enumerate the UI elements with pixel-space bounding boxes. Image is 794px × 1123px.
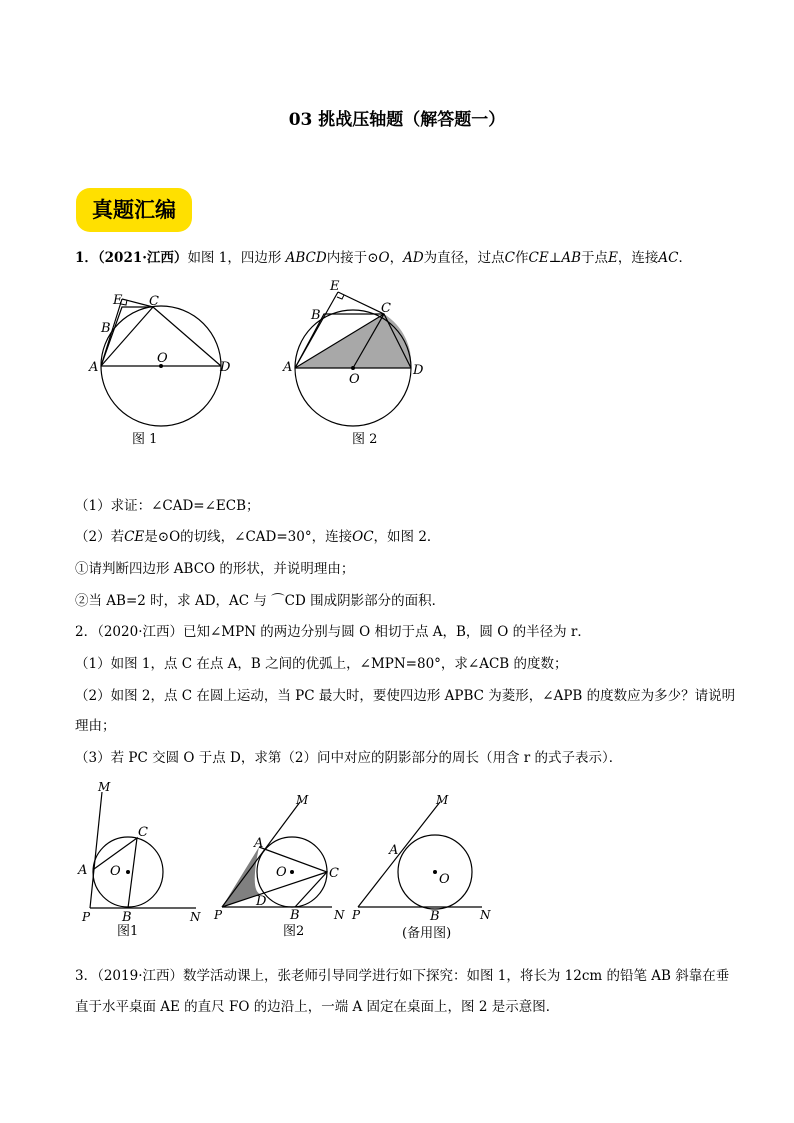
q3-stem: 3．（2019·江西）数学活动课上，张老师引导同学进行如下探究：如图 1，将长为 12cm 的铅笔 AB 斜靠在垂 [75,968,730,984]
label-c: C [149,294,159,309]
q1-figure-2 [280,278,440,448]
q1-text: C [504,250,515,266]
q2-stem: 2．（2020·江西）已知∠MPN 的两边分别与圆 O 相切于点 A，B，圆 O 的半径为 r． [75,624,591,640]
q1-source: （2021·江西） [97,250,188,266]
label-e: E [113,293,123,308]
q1-number: 1． [75,250,98,266]
label-p: P [352,908,361,922]
label-c: C [381,301,391,316]
label-a: A [389,843,399,858]
q1-text: 如图 1，四边形 [187,250,286,266]
q2-fig1-caption: 图1 [117,924,139,939]
label-b: B [101,321,111,336]
label-n: N [480,908,491,922]
label-m: M [296,793,309,807]
label-b: B [122,910,132,925]
q1-text: 内接于 [326,250,368,266]
label-o: O [439,872,450,887]
label-d: D [413,363,424,378]
q1-sub2-text: （2）若 [75,529,125,545]
label-m: M [98,780,111,794]
q1-fig1-caption: 图 1 [132,432,158,447]
q1-text: 作 [515,250,529,266]
q1-text: AD [403,250,424,266]
label-b: B [290,908,300,923]
q1-text: ． [678,250,693,266]
q1-text: ，连接 [617,250,659,266]
q1-sub2-text: OC [352,529,374,545]
label-d: D [220,360,231,375]
label-b: B [430,909,440,924]
q1-text: ， [389,250,404,266]
q2-sub2-cont: 理由； [75,718,116,734]
q1-text: 于点 [581,250,609,266]
q1-sub2-text: ，如图 2． [373,529,441,545]
label-a: A [89,360,99,375]
q2-sub3: （3）若 PC 交圆 O 于点 D，求第（2）问中对应的阴影部分的周长（用含 r 的式子表示）． [75,750,623,766]
q1-sub2-text: 是⊙O的切线，∠CAD=30°，连接 [144,529,353,545]
q1-sub2-ii: ②当 AB=2 时，求 AD，AC 与 ⌒CD 围成阴影部分的面积． [75,593,446,609]
q1-figure-1 [80,285,250,455]
center-dot [351,366,355,370]
q1-text: AC [658,250,679,266]
label-o: O [276,865,287,880]
q1-text: 为直径，过点 [423,250,505,266]
label-m: M [436,793,449,807]
q1-sub2 [75,527,440,547]
q2-figure-1 [72,778,212,948]
section-badge: 真题汇编 [76,188,192,232]
page-title: 03 挑战压轴题（解答题一） [288,110,506,130]
q2-sub1: （1）如图 1，点 C 在点 A，B 之间的优弧上，∠MPN=80°，求∠ACB 的度数； [75,656,568,672]
q1-text: ABCD [285,250,327,266]
q1-stem [75,248,692,268]
label-a: A [283,360,293,375]
label-o: O [157,351,168,366]
label-a: A [254,836,264,851]
label-c: C [138,825,148,840]
label-o: O [110,864,121,879]
q1-text: CE⊥AB [528,250,582,266]
q3-stem-cont: 直于水平桌面 AE 的直尺 FO 的边沿上，一端 A 固定在桌面上，图 2 是示意图． [75,999,560,1015]
q1-text: E [608,250,618,266]
q1-sub1: （1）求证：∠CAD=∠ECB； [75,498,260,514]
right-angle-mark [337,295,344,299]
label-n: N [190,910,201,924]
q2-fig2-caption: 图2 [283,924,305,939]
label-c: C [329,866,339,881]
q1-fig2-caption: 图 2 [352,432,378,447]
shaded-region [222,847,260,907]
label-p: P [82,910,91,924]
label-b: B [311,308,321,323]
q2-sub2: （2）如图 2，点 C 在圆上运动，当 PC 最大时，要使四边形 APBC 为菱形，∠APB 的度数应为多少？请说明 [75,688,736,704]
center-dot [433,870,437,874]
label-n: N [334,908,345,922]
label-o: O [349,372,360,387]
center-dot [126,870,130,874]
label-p: P [214,908,223,922]
q2-fig3-caption: (备用图) [402,926,452,941]
label-d: D [256,894,267,909]
q1-text: ⊙O [367,250,390,266]
q1-sub2-text: CE [124,529,145,545]
center-dot [290,870,294,874]
label-a: A [78,863,88,878]
label-e: E [330,279,340,294]
ray-pm [358,802,440,907]
q1-sub2-i: ①请判断四边形 ABCO 的形状，并说明理由； [75,561,355,577]
